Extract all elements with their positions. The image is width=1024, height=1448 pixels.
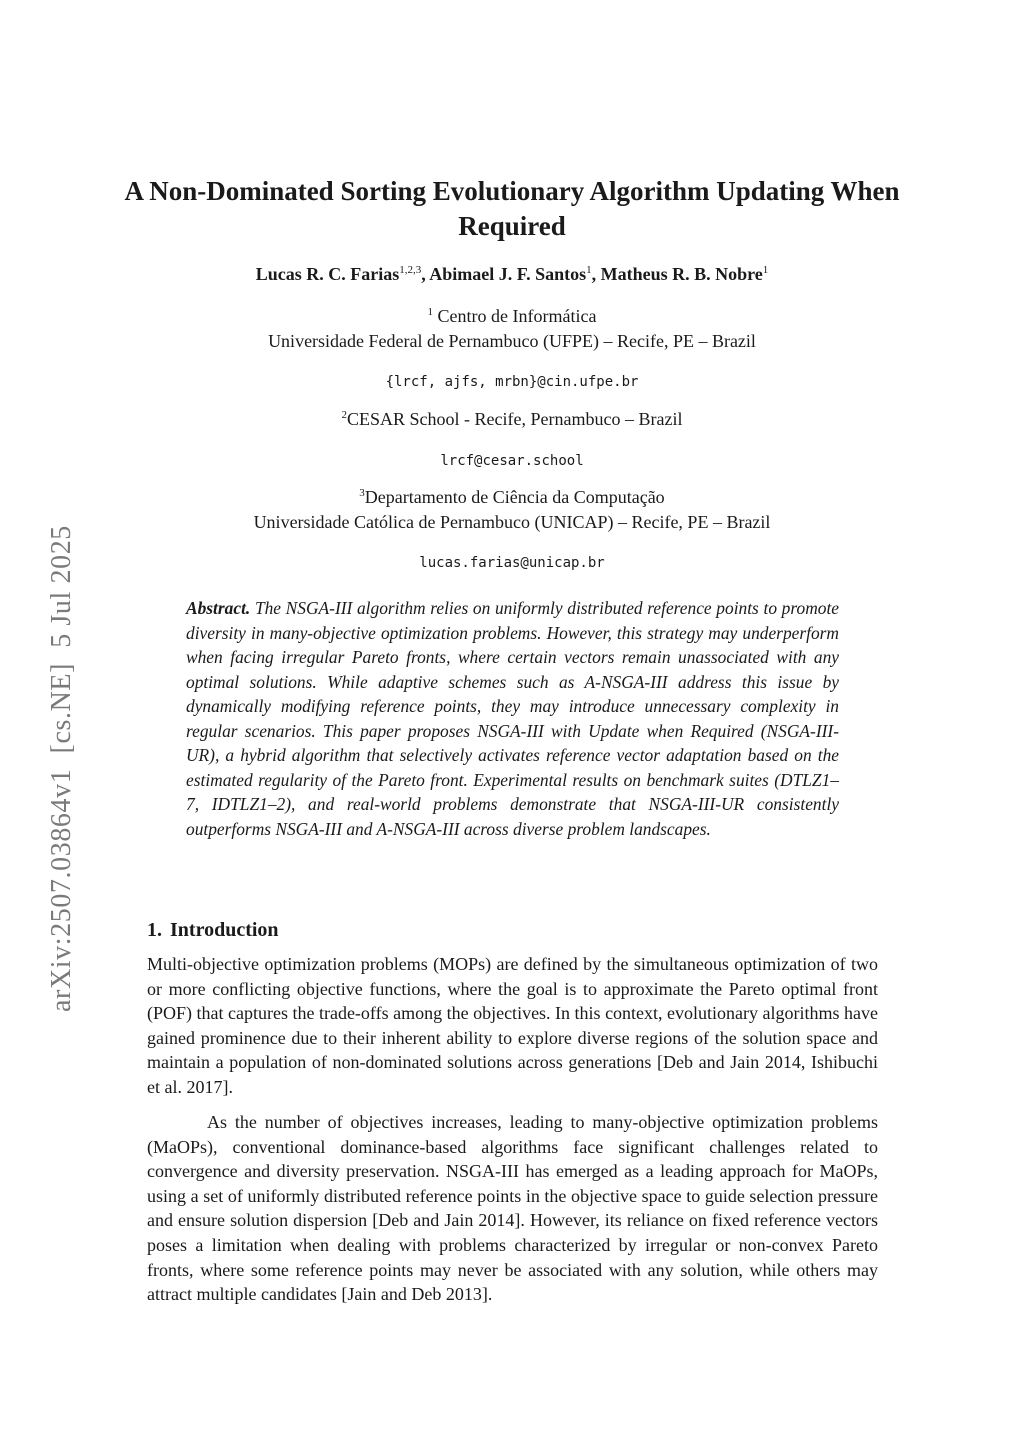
section-number: 1.: [147, 919, 162, 941]
author-affiliation-marker: 1,2,3: [399, 264, 422, 276]
paper-title: A Non-Dominated Sorting Evolutionary Algorithm Updating When Required: [124, 176, 900, 241]
author-name: Abimael J. F. Santos: [429, 264, 587, 284]
body-paragraph: As the number of objectives increases, leading to many-objective optimization problems (MaOPs), conventional dominance-based algorithms face significant challenges related to convergence and diversity preservation. NSGA-III has emerged as a leading approach for MaOPs, using a set of uniformly distributed reference points in the objective space to guide selection pressure and ensure solution dispersion [Deb and Jain 2014]. However, its reliance on fixed reference vectors poses a limitation when dealing with problems characterized by irregular or non-convex Pareto fronts, where some reference points may never be associated with any solution, while others may attract multiple candidates [Jain and Deb 2013].: [147, 1112, 878, 1305]
affiliation-3: [100, 485, 924, 535]
author-name: Lucas R. C. Farias: [255, 264, 400, 284]
section-heading: [147, 917, 279, 943]
affiliation-marker: 3: [359, 487, 365, 499]
affiliation-line: CESAR School - Recife, Pernambuco – Brazil: [347, 409, 683, 429]
arxiv-identifier: arXiv:2507.03864v1 [cs.NE] 5 Jul 2025: [46, 525, 77, 1012]
author-list: Lucas R. C. Farias$^{1,2,3}$, Abimael J. F. Santos$^1$, Matheus R. B. Nobre$^1$: [255, 264, 769, 284]
affiliation-line: Centro de Informática: [437, 306, 597, 326]
affiliation-marker: 1: [427, 306, 434, 318]
abstract-label: Abstract.: [186, 598, 251, 618]
affiliation-line: Universidade Federal de Pernambuco (UFPE) – Recife, PE – Brazil: [268, 331, 756, 351]
affiliation-1: [100, 304, 924, 354]
affiliation-line: Departamento de Ciência da Computação: [364, 487, 665, 507]
author-name: Matheus R. B. Nobre: [600, 264, 763, 284]
email-address[interactable]: {lrcf, ajfs, mrbn}@cin.ufpe.br: [385, 374, 639, 390]
abstract-text: The NSGA-III algorithm relies on uniformly distributed reference points to promote diversity in many-objective optimization problems. However, this strategy may underperform when facing irregular Pareto fronts, where certain vectors remain unassociated with any optimal solutions. While adaptive schemes such as A-NSGA-III address this issue by dynamically modifying reference points, they may introduce unnecessary complexity in regular scenarios. This paper proposes NSGA-III with Update when Required (NSGA-III-UR), a hybrid algorithm that selectively activates reference vector adaptation based on the estimated regularity of the Pareto front. Experimental results on benchmark suites (DTLZ1–7, IDTLZ1–2), and real-world problems demonstrate that NSGA-III-UR consistently outperforms NSGA-III and A-NSGA-III across diverse problem landscapes.: [186, 598, 839, 839]
email-address[interactable]: lucas.farias@unicap.br: [419, 555, 605, 571]
author-affiliation-marker: 1: [762, 264, 769, 276]
section-title: Introduction: [170, 919, 279, 941]
affiliation-2: [100, 407, 924, 432]
email-address[interactable]: lrcf@cesar.school: [440, 453, 584, 469]
author-affiliation-marker: 1: [586, 264, 592, 276]
affiliation-marker: 2: [341, 409, 348, 421]
affiliation-line: Universidade Católica de Pernambuco (UNICAP) – Recife, PE – Brazil: [253, 512, 771, 532]
abstract: [186, 596, 839, 841]
body-paragraph: Multi-objective optimization problems (MOPs) are defined by the simultaneous optimization of two or more conflicting objective functions, where the goal is to approximate the Pareto optimal front (POF) that captures the trade-offs among the objectives. In this context, evolutionary algorithms have gained prominence due to their inherent ability to explore diverse regions of the solution space and maintain a population of non-dominated solutions across generations [Deb and Jain 2014, Ishibuchi et al. 2017].: [147, 954, 878, 1097]
